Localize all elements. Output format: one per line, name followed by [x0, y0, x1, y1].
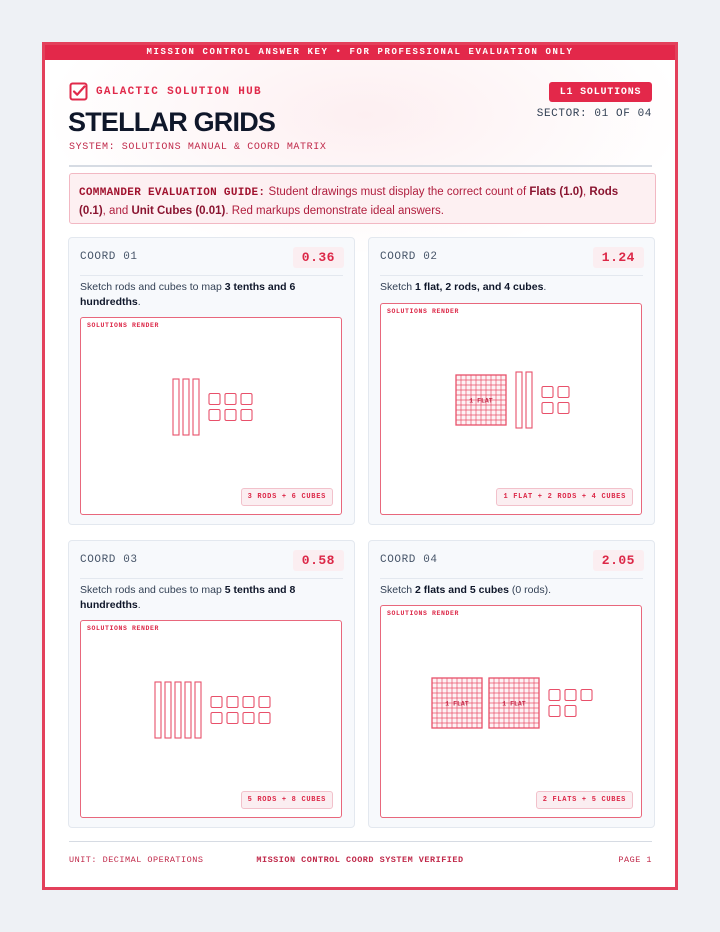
rod-block [516, 372, 522, 428]
hub-name: GALACTIC SOLUTION HUB [96, 85, 262, 98]
prompt-emphasis: 5 tenths and 8 hundredths [80, 584, 296, 611]
coord-card-03 [68, 540, 355, 828]
answer-tag: 5 RODS + 8 CUBES [241, 791, 333, 809]
render-label: SOLUTIONS RENDER [387, 610, 460, 617]
rod-block [173, 379, 179, 435]
solution-render [380, 605, 642, 818]
prompt-text: Sketch [380, 584, 416, 596]
evaluation-guide [69, 173, 656, 224]
base-ten-blocks [81, 621, 343, 819]
solution-render [80, 317, 342, 515]
footer-divider [69, 841, 652, 842]
unit-cube [241, 410, 252, 421]
card-divider [80, 275, 343, 276]
rod-block [193, 379, 199, 435]
footer-verified: MISSION CONTROL COORD SYSTEM VERIFIED [256, 855, 464, 865]
coord-prompt [80, 280, 320, 310]
rod-block [165, 682, 171, 738]
prompt-text: . [137, 599, 141, 611]
card-divider [380, 578, 643, 579]
prompt-emphasis: 3 tenths and 6 hundredths [80, 281, 296, 308]
rod-block [195, 682, 201, 738]
top-banner: MISSION CONTROL ANSWER KEY • FOR PROFESSIONAL EVALUATION ONLY [45, 45, 675, 60]
unit-cube [211, 713, 222, 724]
render-label: SOLUTIONS RENDER [87, 625, 160, 632]
prompt-text: . [543, 281, 547, 293]
coord-prompt [80, 583, 320, 613]
unit-cube [549, 706, 560, 717]
prompt-text: Sketch [380, 281, 416, 293]
sector-indicator: SECTOR: 01 OF 04 [536, 108, 652, 120]
coord-card-04 [368, 540, 655, 828]
flat-label: 1 FLAT [469, 397, 493, 405]
footer-unit: UNIT: DECIMAL OPERATIONS [69, 855, 204, 865]
coord-card-01 [68, 237, 355, 525]
unit-cube [565, 706, 576, 717]
unit-cube [243, 713, 254, 724]
guide-text: , [583, 186, 590, 198]
solution-render [80, 620, 342, 818]
rod-block [185, 682, 191, 738]
rod-block [155, 682, 161, 738]
unit-cube [227, 697, 238, 708]
rod-block [526, 372, 532, 428]
solution-render [380, 303, 642, 515]
unit-cube [558, 403, 569, 414]
prompt-text: Sketch rods and cubes to map [80, 584, 225, 596]
guide-lead: COMMANDER EVALUATION GUIDE: [79, 187, 266, 199]
rod-block [183, 379, 189, 435]
page-subtitle: SYSTEM: SOLUTIONS MANUAL & COORD MATRIX [69, 142, 327, 153]
guide-cubes: Unit Cubes (0.01) [131, 205, 226, 217]
prompt-text: (0 rods). [508, 584, 551, 596]
checkbox-check-icon [69, 82, 88, 101]
header-divider [69, 165, 652, 167]
unit-cube [542, 403, 553, 414]
page-title: STELLAR GRIDS [68, 107, 276, 137]
base-ten-blocks [381, 606, 643, 819]
coord-label: COORD 03 [80, 554, 138, 566]
guide-flats: Flats (1.0) [529, 186, 584, 198]
unit-cube [549, 690, 560, 701]
unit-cube [542, 387, 553, 398]
guide-text: . Red markups demonstrate ideal answers. [225, 205, 444, 217]
guide-rods: Rods (0.1) [79, 186, 619, 217]
flat-label: 1 FLAT [445, 700, 469, 708]
base-ten-blocks [81, 318, 343, 516]
prompt-emphasis: 1 flat, 2 rods, and 4 cubes [415, 281, 544, 293]
unit-cube [565, 690, 576, 701]
hub-brand [69, 82, 262, 101]
coord-value: 1.24 [593, 247, 644, 268]
answer-tag: 1 FLAT + 2 RODS + 4 CUBES [496, 488, 633, 506]
coord-prompt [380, 280, 620, 295]
level-badge: L1 SOLUTIONS [549, 82, 652, 102]
unit-cube [225, 410, 236, 421]
render-label: SOLUTIONS RENDER [87, 322, 160, 329]
coord-card-02 [368, 237, 655, 525]
coord-label: COORD 02 [380, 251, 438, 263]
render-label: SOLUTIONS RENDER [387, 308, 460, 315]
coord-label: COORD 01 [80, 251, 138, 263]
coord-prompt [380, 583, 620, 598]
coord-label: COORD 04 [380, 554, 438, 566]
footer-page: PAGE 1 [618, 855, 652, 865]
guide-text: Student drawings must display the correct count of [265, 186, 530, 198]
coord-value: 2.05 [593, 550, 644, 571]
unit-cube [558, 387, 569, 398]
flat-label: 1 FLAT [502, 700, 526, 708]
unit-cube [209, 410, 220, 421]
coord-value: 0.58 [293, 550, 344, 571]
answer-tag: 3 RODS + 6 CUBES [241, 488, 333, 506]
rod-block [175, 682, 181, 738]
card-divider [380, 275, 643, 276]
unit-cube [209, 394, 220, 405]
unit-cube [259, 697, 270, 708]
unit-cube [227, 713, 238, 724]
unit-cube [581, 690, 592, 701]
unit-cube [225, 394, 236, 405]
card-divider [80, 578, 343, 579]
prompt-text: Sketch rods and cubes to map [80, 281, 225, 293]
unit-cube [241, 394, 252, 405]
coord-value: 0.36 [293, 247, 344, 268]
unit-cube [211, 697, 222, 708]
guide-text: , and [102, 205, 132, 217]
prompt-text: . [137, 296, 141, 308]
unit-cube [259, 713, 270, 724]
base-ten-blocks [381, 304, 643, 516]
unit-cube [243, 697, 254, 708]
answer-tag: 2 FLATS + 5 CUBES [536, 791, 633, 809]
answer-key-sheet [42, 42, 678, 890]
prompt-emphasis: 2 flats and 5 cubes [415, 584, 509, 596]
